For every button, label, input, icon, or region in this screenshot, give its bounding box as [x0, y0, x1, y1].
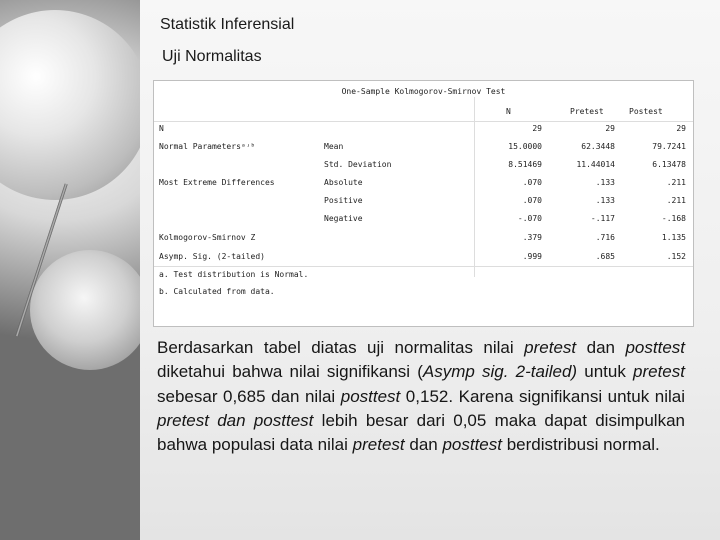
row-label: Kolmogorov-Smirnov Z: [159, 233, 256, 242]
para-text: 0,152. Karena signifikansi untuk nilai: [400, 386, 685, 406]
para-text: diketahui bahwa nilai signifikansi (: [157, 362, 423, 382]
para-emphasis: pretest: [524, 338, 577, 357]
decorative-sphere: [0, 10, 150, 200]
para-emphasis: posttest: [625, 338, 686, 357]
para-emphasis: pretest dan posttest: [157, 410, 314, 430]
para-text: Berdasarkan tabel diatas uji normalitas nilai: [157, 338, 525, 357]
cell-pretest: 29: [605, 124, 615, 133]
row-sublabel: Mean: [324, 142, 344, 151]
para-emphasis: Asymp sig. 2-tailed): [422, 362, 578, 382]
cell-postest: 6.13478: [652, 160, 686, 169]
slide-subtitle: Uji Normalitas: [162, 48, 262, 65]
table-divider: [154, 266, 693, 267]
para-text: sebesar 0,685 dan nilai: [157, 386, 341, 406]
decorative-sphere: [30, 250, 150, 370]
cell-n: .070: [522, 196, 542, 205]
cell-pretest: .716: [595, 233, 615, 242]
cell-postest: .211: [666, 196, 686, 205]
cell-n: 8.51469: [508, 160, 542, 169]
cell-n: .999: [522, 252, 542, 261]
table-footnote: a. Test distribution is Normal.: [159, 270, 309, 279]
cell-postest: .152: [666, 252, 686, 261]
column-header-n: N: [506, 107, 511, 116]
table-divider: [474, 97, 475, 277]
cell-n: 15.0000: [508, 142, 542, 151]
cell-postest: .211: [666, 178, 686, 187]
cell-postest: -.168: [661, 214, 686, 223]
table-footnote: b. Calculated from data.: [159, 287, 275, 296]
para-emphasis: pretest: [352, 435, 405, 455]
cell-pretest: .133: [595, 178, 615, 187]
cell-pretest: 62.3448: [581, 142, 615, 151]
para-text: untuk: [577, 362, 633, 382]
para-text: dan: [576, 338, 626, 357]
ks-test-table: [153, 80, 694, 327]
cell-pretest: -.117: [590, 214, 615, 223]
row-label: N: [159, 124, 164, 133]
row-sublabel: Positive: [324, 196, 363, 205]
table-caption: One-Sample Kolmogorov-Smirnov Test: [341, 87, 506, 96]
cell-postest: 1.135: [661, 233, 686, 242]
conclusion-paragraph: [157, 336, 685, 457]
cell-postest: 79.7241: [652, 142, 686, 151]
row-sublabel: Std. Deviation: [324, 160, 392, 169]
row-sublabel: Absolute: [324, 178, 363, 187]
slide-title: Statistik Inferensial: [160, 16, 295, 33]
cell-pretest: 11.44014: [576, 160, 615, 169]
para-text: dan: [404, 435, 443, 455]
cell-pretest: .685: [595, 252, 615, 261]
cell-n: .379: [522, 233, 542, 242]
cell-postest: 29: [676, 124, 686, 133]
para-text: berdistribusi normal.: [502, 435, 660, 455]
row-label: Normal Parametersᵃʴᵇ: [159, 142, 256, 151]
cell-n: -.070: [517, 214, 542, 223]
para-emphasis: posttest: [340, 386, 401, 406]
para-emphasis: posttest: [442, 435, 502, 455]
para-emphasis: pretest: [633, 362, 685, 382]
cell-n: .070: [522, 178, 542, 187]
para-text: lebih besar dari 0,05 maka dapat disimpulkan bahwa populasi data nilai: [157, 410, 685, 455]
row-label: Most Extreme Differences: [159, 178, 275, 187]
cell-n: 29: [532, 124, 542, 133]
cell-pretest: .133: [595, 196, 615, 205]
row-sublabel: Negative: [324, 214, 363, 223]
column-header-postest: Postest: [629, 107, 663, 116]
table-divider: [154, 121, 693, 122]
column-header-pretest: Pretest: [570, 107, 604, 116]
row-label: Asymp. Sig. (2-tailed): [159, 252, 265, 261]
